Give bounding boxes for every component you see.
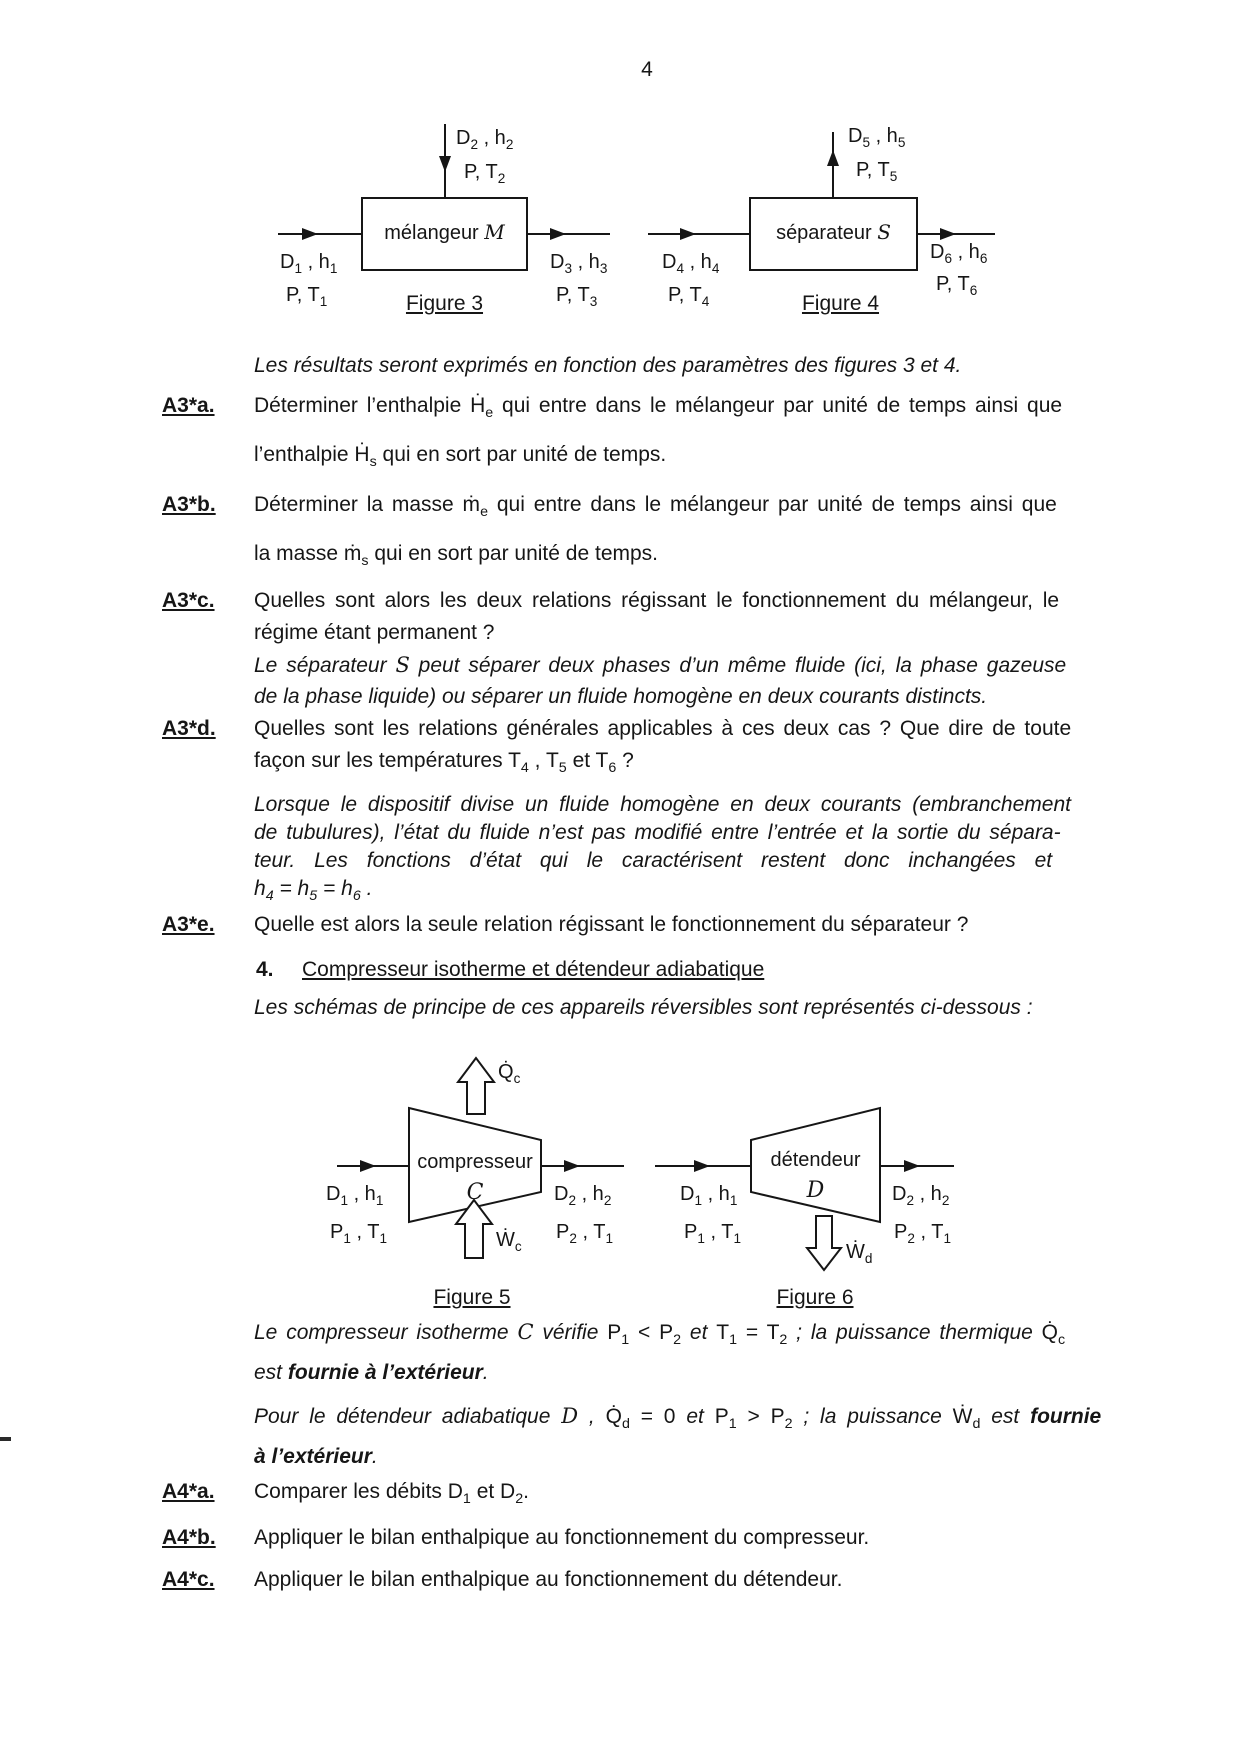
intro-note: Les résultats seront exprimés en fonction des paramètres des figures 3 et 4. [254,354,962,377]
question-a3d-line2: façon sur les températures $T_4$ , $T_5$ et $T_6$ ? [254,749,634,777]
scan-artifact [0,1437,11,1441]
fig5-work-label: Ẇ$_c$ [496,1229,522,1254]
fig6-inlet-state-label: $P_1$ , $T_1$ [684,1221,741,1246]
question-a3c-line1: Quelles sont alors les deux relations régissant le fonctionnement du mélangeur, le [254,589,1060,612]
schematics-note: Les schémas de principe de ces appareils réversibles sont représentés ci-dessous : [254,996,1033,1019]
figures-5-6-lines [0,1040,1240,1330]
question-label-a3e: A3*e. [162,913,215,936]
fig5-outlet-state-label: $P_2$ , $T_1$ [556,1221,613,1246]
question-label-a3a: A3*a. [162,394,215,417]
fig4-inlet-state-label: P, $T_4$ [668,284,710,309]
fig5-inlet-flow-label: $D_1$ , $h_1$ [326,1183,384,1208]
question-a3d-line1: Quelles sont les relations générales applicables à ces deux cas ? Que dire de toute [254,717,1072,740]
down-arrow-icon [439,156,451,172]
fig3-inlet-flow-label: $D_1$ , $h_1$ [280,251,338,276]
fig5-device-label: compresseur [417,1151,533,1173]
figures-3-4-lines [0,108,1240,343]
figure-3-caption: Figure 3 [405,292,484,315]
section-4-number: 4. [256,958,274,981]
fig5-outlet-flow-label: $D_2$ , $h_2$ [554,1183,612,1208]
fig6-outlet-state-label: $P_2$ , $T_1$ [894,1221,951,1246]
fig6-work-label: Ẇ$_d$ [846,1241,873,1266]
question-a4a-line1: Comparer les débits $D_1$ et $D_2$. [254,1480,529,1508]
compressor-note-line2: est fournie à l’extérieur. [254,1361,489,1384]
question-a4c-line1: Appliquer le bilan enthalpique au fonctionnement du détendeur. [254,1568,843,1591]
compressor-note-line1: Le compresseur isotherme C vérifie $P_1 < P_2$ et $T_1 = T_2$ ; la puissance thermique $Q̇_c$ [254,1320,1066,1349]
right-arrow-icon [550,228,566,240]
question-label-a4c: A4*c. [162,1568,215,1591]
expander-note-line2: à l’extérieur. [254,1445,378,1468]
fig5-device-symbol: C [466,1180,484,1205]
question-label-a3b: A3*b. [162,493,216,516]
section-4-title: Compresseur isotherme et détendeur adiabatique [302,958,765,981]
expander-note-line1: Pour le détendeur adiabatique D , $Q̇_d = 0$ et $P_1 > P_2$ ; la puissance Ẇ$_d$ est fournie [254,1404,1102,1433]
fig3-box-label: mélangeur M [384,220,505,244]
fig4-outlet-state-label: P, $T_6$ [936,273,978,298]
figure-5-caption: Figure 5 [433,1286,511,1309]
question-label-a4a: A4*a. [162,1480,215,1503]
figures-5-6 [0,1040,1240,1330]
separator-note-line1: Le séparateur S peut séparer deux phases d’un même fluide (ici, la phase gazeuse [254,653,1067,677]
question-a3a-line2: l’enthalpie Ḣ$_s$ qui en sort par unité de temps. [254,443,667,471]
figures-3-4 [0,108,1240,343]
question-label-a3d: A3*d. [162,717,216,740]
heat-out-arrow-icon [458,1058,494,1114]
right-arrow-icon [360,1160,376,1172]
right-arrow-icon [302,228,318,240]
right-arrow-icon [564,1160,580,1172]
question-a4b-line1: Appliquer le bilan enthalpique au fonctionnement du compresseur. [254,1526,870,1549]
question-a3e-line1: Quelle est alors la seule relation régissant le fonctionnement du séparateur ? [254,913,969,936]
question-label-a3c: A3*c. [162,589,215,612]
work-in-arrow-icon [456,1200,492,1258]
figure-6-caption: Figure 6 [776,1286,854,1309]
fig6-device-label: détendeur [770,1149,861,1171]
fig3-outlet-state-label: P, $T_3$ [556,284,598,309]
work-out-arrow-icon [807,1216,841,1270]
fig4-box-label: séparateur S [776,220,891,244]
up-arrow-icon [827,150,839,166]
fig3-outlet-flow-label: $D_3$ , $h_3$ [550,251,608,276]
fig4-outlet-flow-label: $D_6$ , $h_6$ [930,241,988,266]
right-arrow-icon [694,1160,710,1172]
fig4-inlet-flow-label: $D_4$ , $h_4$ [662,251,720,276]
branching-note-line3: teur. Les fonctions d’état qui le caractérisent restent donc inchangées et [254,849,1053,872]
question-a3c-line2: régime étant permanent ? [254,621,495,644]
branching-note-line1: Lorsque le dispositif divise un fluide homogène en deux courants (embranchement [254,793,1071,816]
branching-note-line4: $h_4 = h_5 = h_6$ . [254,877,373,905]
fig4-top-state-label: P, $T_5$ [856,159,898,184]
fig5-heat-label: $Q̇_c$ [498,1061,521,1086]
right-arrow-icon [940,228,956,240]
fig3-top-flow-label: $D_2$ , $h_2$ [456,127,514,152]
figure-4-caption: Figure 4 [801,292,880,315]
fig6-inlet-flow-label: $D_1$ , $h_1$ [680,1183,738,1208]
separator-note-line2: de la phase liquide) ou séparer un fluide homogène en deux courants distincts. [254,685,988,708]
right-arrow-icon [680,228,696,240]
question-a3b-line2: la masse ṁ$_s$ qui en sort par unité de temps. [254,542,658,570]
fig6-device-symbol: D [806,1178,825,1203]
question-label-a4b: A4*b. [162,1526,216,1549]
fig6-outlet-flow-label: $D_2$ , $h_2$ [892,1183,950,1208]
fig4-top-flow-label: $D_5$ , $h_5$ [848,125,906,150]
question-a3a-line1: Déterminer l’enthalpie Ḣ$_e$ qui entre dans le mélangeur par unité de temps ainsi que [254,394,1063,422]
page-number: 4 [641,58,653,81]
fig5-inlet-state-label: $P_1$ , $T_1$ [330,1221,387,1246]
fig3-inlet-state-label: P, $T_1$ [286,284,328,309]
branching-note-line2: de tubulures), l’état du fluide n’est pas modifié entre l’entrée et la sortie du sépara- [254,821,1061,844]
right-arrow-icon [904,1160,920,1172]
fig3-top-state-label: P, $T_2$ [464,161,506,186]
question-a3b-line1: Déterminer la masse ṁ$_e$ qui entre dans le mélangeur par unité de temps ainsi que [254,493,1057,521]
